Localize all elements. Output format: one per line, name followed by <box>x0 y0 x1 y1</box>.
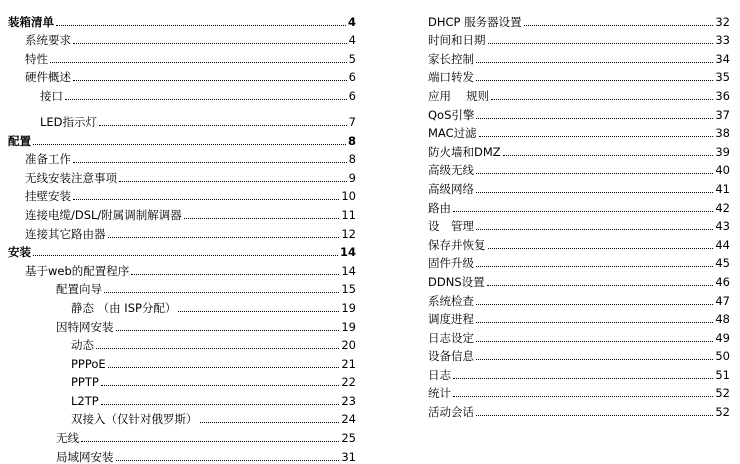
toc-entry[interactable] <box>8 371 356 390</box>
dot-leader <box>476 117 713 119</box>
toc-entry-title: 防火墙和DMZ <box>428 144 501 159</box>
toc-entry-page-number: 22 <box>341 375 356 390</box>
toc-entry[interactable] <box>8 408 356 427</box>
dot-leader <box>104 291 339 293</box>
dot-leader <box>453 395 713 397</box>
toc-entry-title: 硬件概述 <box>25 70 71 85</box>
toc-entry-page-number: 45 <box>715 256 730 271</box>
toc-entry[interactable] <box>8 426 356 445</box>
toc-entry[interactable] <box>428 289 730 308</box>
toc-entry-title: 因特网安装 <box>56 319 114 334</box>
toc-entry-title: LED指示灯 <box>40 114 98 129</box>
toc-entry-page-number: 8 <box>347 133 356 148</box>
toc-entry-page-number: 6 <box>348 70 356 85</box>
toc-entry-page-number: 44 <box>715 237 730 252</box>
toc-entry-title: 安装 <box>8 245 31 260</box>
toc-entry[interactable] <box>8 29 356 48</box>
toc-entry-page-number: 42 <box>715 200 730 215</box>
toc-entry[interactable] <box>8 103 356 129</box>
toc-entry-title: 日志 <box>428 367 451 382</box>
toc-entry[interactable] <box>428 382 730 401</box>
dot-leader <box>476 172 713 174</box>
dot-leader <box>108 236 340 238</box>
dot-leader <box>476 321 713 323</box>
toc-entry-page-number: 19 <box>341 300 356 315</box>
toc-entry-page-number: 19 <box>341 319 356 334</box>
dot-leader <box>503 154 714 156</box>
toc-entry-page-number: 32 <box>715 14 730 29</box>
toc-entry-page-number: 24 <box>341 412 356 427</box>
toc-entry[interactable] <box>8 241 356 260</box>
toc-entry-page-number: 37 <box>715 107 730 122</box>
toc-entry-title: L2TP <box>71 393 99 408</box>
toc-entry-title: 基于web的配置程序 <box>25 263 130 278</box>
toc-entry[interactable] <box>8 445 356 464</box>
dot-leader <box>524 24 714 26</box>
toc-entry[interactable] <box>428 10 730 29</box>
dot-leader <box>65 98 347 100</box>
toc-entry-title: DDNS设置 <box>428 274 485 289</box>
toc-entry[interactable] <box>8 334 356 353</box>
toc-entry-title: 系统要求 <box>25 33 71 48</box>
dot-leader <box>101 384 340 386</box>
toc-entry-title: DHCP 服务器设置 <box>428 14 522 29</box>
dot-leader <box>56 24 346 26</box>
dot-leader <box>131 273 339 275</box>
dot-leader <box>453 377 713 379</box>
toc-entry[interactable] <box>8 185 356 204</box>
toc-entry-title: 配置 <box>8 133 31 148</box>
dot-leader <box>487 284 714 286</box>
toc-entry-page-number: 49 <box>715 330 730 345</box>
toc-entry[interactable] <box>428 159 730 178</box>
dot-leader <box>488 42 714 44</box>
toc-entry-page-number: 47 <box>715 293 730 308</box>
toc-entry[interactable] <box>428 47 730 66</box>
toc-entry[interactable] <box>428 400 730 419</box>
toc-entry-page-number: 43 <box>715 219 730 234</box>
toc-entry-title: 接口 <box>40 88 63 103</box>
toc-entry-title: 连接电缆/DSL/附属调制解调器 <box>25 207 182 222</box>
toc-entry-page-number: 11 <box>341 207 356 222</box>
toc-entry[interactable] <box>8 296 356 315</box>
toc-entry-page-number: 41 <box>715 181 730 196</box>
dot-leader <box>476 303 713 305</box>
toc-entry-title: 特性 <box>25 51 48 66</box>
toc-entry[interactable] <box>8 352 356 371</box>
toc-entry[interactable] <box>428 140 730 159</box>
dot-leader <box>119 180 347 182</box>
toc-entry[interactable] <box>8 148 356 167</box>
toc-entry[interactable] <box>428 345 730 364</box>
toc-entry[interactable] <box>428 103 730 122</box>
toc-entry[interactable] <box>8 259 356 278</box>
toc-entry-title: PPTP <box>71 375 99 390</box>
toc-entry-page-number: 12 <box>341 226 356 241</box>
toc-entry-title: 日志设定 <box>428 330 474 345</box>
toc-entry-title: 保存并恢复 <box>428 237 486 252</box>
toc-entry-title: PPPoE <box>71 356 106 371</box>
toc-entry[interactable] <box>428 326 730 345</box>
dot-leader <box>476 265 713 267</box>
toc-entry-title: 调度进程 <box>428 312 474 327</box>
dot-leader <box>476 61 713 63</box>
toc-entry-title: 设备信息 <box>428 349 474 364</box>
toc-entry-page-number: 52 <box>715 405 730 420</box>
toc-entry-page-number: 31 <box>341 449 356 464</box>
toc-entry-title: 装箱清单 <box>8 14 54 29</box>
toc-entry-title: 无线安装注意事项 <box>25 170 117 185</box>
toc-entry[interactable] <box>8 166 356 185</box>
toc-entry[interactable] <box>428 233 730 252</box>
toc-entry-page-number: 36 <box>715 88 730 103</box>
dot-leader <box>116 459 340 461</box>
toc-entry-page-number: 4 <box>347 14 356 29</box>
dot-leader <box>108 366 340 368</box>
dot-leader <box>101 403 340 405</box>
dot-leader <box>184 217 340 219</box>
toc-entry-title: 高级无线 <box>428 163 474 178</box>
toc-entry-page-number: 52 <box>715 386 730 401</box>
dot-leader <box>73 161 347 163</box>
toc-entry-title: 配置向导 <box>56 282 102 297</box>
dot-leader <box>33 143 346 145</box>
dot-leader <box>476 358 713 360</box>
toc-entry-page-number: 40 <box>715 163 730 178</box>
toc-entry-page-number: 15 <box>341 282 356 297</box>
dot-leader <box>96 347 339 349</box>
toc-entry-title: 活动会话 <box>428 405 474 420</box>
dot-leader <box>476 414 713 416</box>
toc-entry-title: 准备工作 <box>25 152 71 167</box>
toc-entry-page-number: 21 <box>341 356 356 371</box>
toc-entry-page-number: 33 <box>715 33 730 48</box>
toc-entry-title: 双接入（仅针对俄罗斯） <box>71 412 198 427</box>
toc-entry-title: 时间和日期 <box>428 33 486 48</box>
toc-entry[interactable] <box>8 389 356 408</box>
dot-leader <box>73 79 347 81</box>
dot-leader <box>73 42 347 44</box>
toc-entry-page-number: 51 <box>715 367 730 382</box>
toc-entry-title: 固件升级 <box>428 256 474 271</box>
toc-entry[interactable] <box>428 252 730 271</box>
dot-leader <box>116 329 340 331</box>
toc-entry-title: 统计 <box>428 386 451 401</box>
toc-entry-page-number: 23 <box>341 393 356 408</box>
toc-entry-title: 应用 规则 <box>428 88 490 103</box>
toc-entry-page-number: 50 <box>715 349 730 364</box>
toc-entry[interactable] <box>8 203 356 222</box>
toc-entry-page-number: 4 <box>348 33 356 48</box>
toc-entry[interactable] <box>8 315 356 334</box>
toc-entry-title: 系统检查 <box>428 293 474 308</box>
toc-entry-page-number: 9 <box>348 170 356 185</box>
toc-entry[interactable] <box>8 278 356 297</box>
toc-entry-title: 静态 （由 ISP分配） <box>71 300 177 315</box>
toc-entry-page-number: 34 <box>715 51 730 66</box>
toc-entry[interactable] <box>8 129 356 148</box>
toc-entry[interactable] <box>428 84 730 103</box>
toc-entry-page-number: 39 <box>715 144 730 159</box>
toc-right-column <box>428 10 730 419</box>
dot-leader <box>479 135 714 137</box>
toc-entry[interactable] <box>428 363 730 382</box>
dot-leader <box>476 228 713 230</box>
toc-entry-title: 端口转发 <box>428 70 474 85</box>
toc-entry-title: 动态 <box>71 338 94 353</box>
toc-entry-page-number: 6 <box>348 88 356 103</box>
dot-leader <box>491 98 713 100</box>
toc-entry-page-number: 14 <box>341 263 356 278</box>
toc-entry-page-number: 14 <box>339 245 356 260</box>
toc-entry-title: 挂壁安装 <box>25 189 71 204</box>
dot-leader <box>200 421 340 423</box>
toc-entry-page-number: 46 <box>715 274 730 289</box>
toc-entry-page-number: 10 <box>341 189 356 204</box>
toc-entry[interactable] <box>428 177 730 196</box>
toc-entry[interactable] <box>8 47 356 66</box>
toc-entry-page-number: 38 <box>715 126 730 141</box>
dot-leader <box>33 254 338 256</box>
dot-leader <box>73 198 339 200</box>
toc-entry[interactable] <box>8 222 356 241</box>
dot-leader <box>178 310 339 312</box>
toc-entry-page-number: 5 <box>348 51 356 66</box>
toc-entry[interactable] <box>428 215 730 234</box>
toc-entry[interactable] <box>428 29 730 48</box>
toc-entry[interactable] <box>428 66 730 85</box>
toc-entry-page-number: 7 <box>348 114 356 129</box>
toc-entry[interactable] <box>428 122 730 141</box>
toc-left-column <box>8 10 356 464</box>
dot-leader <box>99 124 347 126</box>
dot-leader <box>476 340 713 342</box>
toc-entry-title: MAC过滤 <box>428 126 477 141</box>
dot-leader <box>81 440 339 442</box>
dot-leader <box>453 210 713 212</box>
toc-entry[interactable] <box>8 84 356 103</box>
toc-entry-page-number: 35 <box>715 70 730 85</box>
toc-entry-page-number: 48 <box>715 312 730 327</box>
toc-entry-title: 高级网络 <box>428 181 474 196</box>
dot-leader <box>488 247 714 249</box>
dot-leader <box>476 79 713 81</box>
toc-entry[interactable] <box>428 308 730 327</box>
toc-entry-title: 连接其它路由器 <box>25 226 106 241</box>
toc-entry-title: 设 管理 <box>428 219 474 234</box>
toc-entry[interactable] <box>8 66 356 85</box>
toc-entry-page-number: 20 <box>341 338 356 353</box>
toc-entry-title: 路由 <box>428 200 451 215</box>
toc-entry-title: 无线 <box>56 431 79 446</box>
toc-entry-title: QoS引擎 <box>428 107 475 122</box>
toc-entry-title: 家长控制 <box>428 51 474 66</box>
toc-entry[interactable] <box>428 270 730 289</box>
toc-entry[interactable] <box>428 196 730 215</box>
dot-leader <box>476 191 713 193</box>
dot-leader <box>50 61 347 63</box>
toc-entry-page-number: 8 <box>348 152 356 167</box>
toc-entry[interactable] <box>8 10 356 29</box>
toc-entry-title: 局域网安装 <box>56 449 114 464</box>
toc-entry-page-number: 25 <box>341 431 356 446</box>
